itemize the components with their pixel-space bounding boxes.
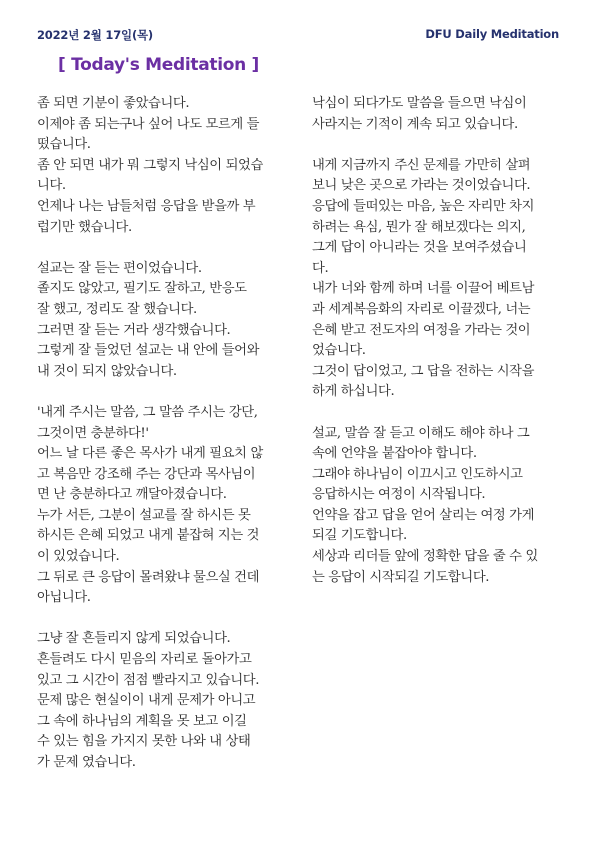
- text-line: 그래야 하나님이 이끄시고 인도하시고: [312, 466, 523, 482]
- text-line: 그렇게 잘 들었던 설교는 내 안에 들어와: [37, 343, 260, 359]
- text-line: '내게 주시는 말씀, 그 말씀 주시는 강단,: [37, 404, 258, 420]
- text-line: 하려는 욕심, 뭔가 잘 해보겠다는 의지,: [312, 219, 526, 235]
- right-column: [312, 94, 564, 609]
- meditation-paragraph: [37, 403, 289, 609]
- text-line: 그러면 잘 듣는 거라 생각했습니다.: [37, 322, 231, 338]
- text-line: 그것이면 충분하다!': [37, 425, 149, 441]
- text-line: 그게 답이 아니라는 것을 보여주셨습니: [312, 240, 527, 256]
- text-line: 내가 너와 함께 하며 너를 이끌어 베트남: [312, 281, 535, 297]
- left-column: [37, 94, 289, 794]
- text-line: 하시든 은혜 되었고 내게 붙잡혀 지는 것: [37, 528, 260, 544]
- text-line: 내게 지금까지 주신 문제를 가만히 살펴: [312, 157, 531, 173]
- text-line: 졸지도 않았고, 필기도 잘하고, 반응도: [37, 281, 247, 297]
- text-line: 응답하시는 여정이 시작됩니다.: [312, 487, 486, 503]
- text-line: 설교, 말씀 잘 듣고 이해도 해야 하나 그: [312, 425, 530, 441]
- text-line: 는 응답이 시작되길 기도합니다.: [312, 569, 490, 585]
- text-line: 은혜 받고 전도자의 여정을 가라는 것이: [312, 322, 531, 338]
- text-line: 떴습니다.: [37, 137, 91, 153]
- text-line: 문제 많은 현실이이 내게 문제가 아니고: [37, 693, 256, 709]
- text-line: 언약을 잡고 답을 얻어 살리는 여정 가게: [312, 507, 535, 523]
- text-line: 면 난 충분하다고 깨달아졌습니다.: [37, 487, 227, 503]
- text-line: 아닙니다.: [37, 590, 91, 606]
- meditation-paragraph: [312, 94, 564, 135]
- text-line: 좀 안 되면 내가 뭐 그렇지 낙심이 되었습: [37, 157, 263, 173]
- text-line: 그 뒤로 큰 응답이 몰려왔냐 물으실 건데: [37, 569, 260, 585]
- text-line: 흔들려도 다시 믿음의 자리로 돌아가고: [37, 652, 252, 668]
- text-line: 어느 날 다른 좋은 목사가 내게 필요치 않: [37, 446, 263, 462]
- text-line: 이제야 좀 되는구나 싶어 나도 모르게 들: [37, 116, 260, 132]
- meditation-paragraph: [312, 424, 564, 589]
- text-line: 수 있는 힘을 가지지 못한 나와 내 상태: [37, 734, 251, 750]
- text-line: 그 속에 하나님의 계획을 못 보고 이길: [37, 713, 247, 729]
- meditation-paragraph: [37, 259, 289, 383]
- text-line: 럽기만 했습니다.: [37, 219, 132, 235]
- meditation-paragraph: [312, 156, 564, 403]
- meditation-paragraph: [37, 629, 289, 773]
- text-line: 잘 했고, 정리도 잘 했습니다.: [37, 301, 197, 317]
- text-line: 내 것이 되지 않았습니다.: [37, 363, 177, 379]
- header-date: 2022년 2월 17일(목): [37, 28, 153, 42]
- text-line: 하게 하십니다.: [312, 384, 395, 400]
- text-line: 보니 낮은 곳으로 가라는 것이었습니다.: [312, 178, 531, 194]
- text-line: 좀 되면 기분이 좋았습니다.: [37, 96, 190, 111]
- text-line: 다.: [312, 260, 329, 276]
- header-brand: DFU Daily Meditation: [425, 27, 559, 41]
- text-line: 되길 기도합니다.: [312, 528, 407, 544]
- page-title: [ Today's Meditation ]: [58, 55, 260, 75]
- text-line: 언제나 나는 남들처럼 응답을 받을까 부: [37, 198, 256, 214]
- text-line: 이 있었습니다.: [37, 549, 120, 565]
- text-line: 니다.: [37, 178, 66, 194]
- meditation-paragraph: [37, 94, 289, 238]
- text-line: 가 문제 였습니다.: [37, 755, 136, 770]
- text-line: 설교는 잘 듣는 편이었습니다.: [37, 260, 202, 276]
- text-line: 고 복음만 강조해 주는 강단과 목사님이: [37, 466, 256, 482]
- text-line: 낙심이 되다가도 말씀을 들으면 낙심이: [312, 96, 527, 111]
- text-line: 그냥 잘 흔들리지 않게 되었습니다.: [37, 631, 231, 647]
- text-line: 과 세계복음화의 자리로 이끌겠다, 너는: [312, 301, 531, 317]
- text-line: 속에 언약을 붙잡아야 합니다.: [312, 446, 477, 462]
- text-line: 그것이 답이었고, 그 답을 전하는 시작을: [312, 363, 535, 379]
- text-line: 있고 그 시간이 점점 빨라지고 있습니다.: [37, 672, 260, 688]
- text-line: 었습니다.: [312, 343, 366, 359]
- text-line: 응답에 들떠있는 마음, 높은 자리만 차지: [312, 198, 535, 214]
- text-line: 누가 서든, 그분이 설교를 잘 하시든 못: [37, 507, 251, 523]
- text-line: 세상과 리더들 앞에 정확한 답을 줄 수 있: [312, 549, 538, 565]
- text-line: 사라지는 기적이 계속 되고 있습니다.: [312, 116, 518, 132]
